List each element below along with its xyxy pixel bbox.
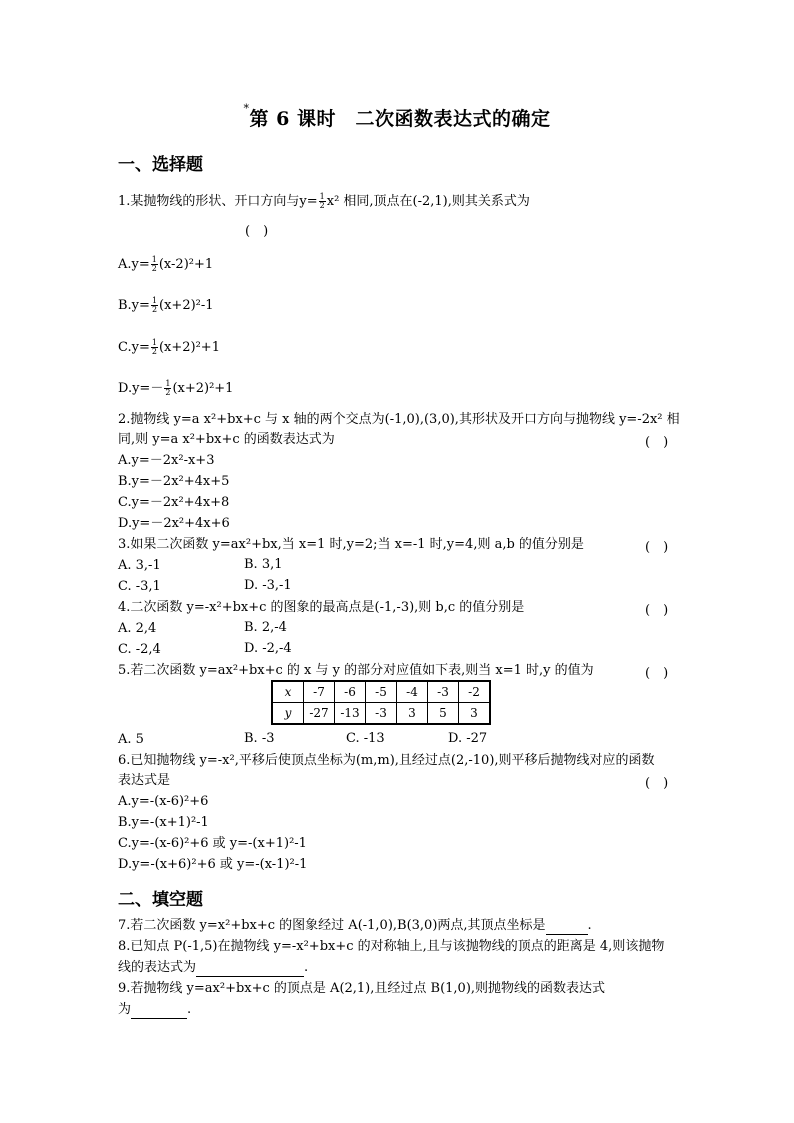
option-c: C. -13 — [346, 731, 385, 746]
option-b: B. -3 — [244, 731, 275, 746]
question-6-line1: 6.已知抛物线 y=-x²,平移后使顶点坐标为(m,m),且经过点(2,-10),则平移后抛物线对应的函数 — [118, 753, 655, 768]
option-d: D.y=－ $\frac{1}{2}$ (x+2)²+1 — [118, 379, 234, 397]
question-3: 3.如果二次函数 y=ax²+bx,当 x=1 时,y=2;当 x=-1 时,y=4,则 a,b 的值分别是 — [118, 537, 584, 552]
table-row: y -27 -13 -3 3 5 3 — [272, 703, 490, 725]
option-c: C.y= $\frac{1}{2}$ (x+2)²+1 — [118, 338, 220, 356]
option-d: D.y=－2x²+4x+6 — [118, 516, 230, 531]
question-1: 1.某抛物线的形状、开口方向与y= $\frac{1}{2}$ x² 相同,顶点在(-2,1),则其关系式为 — [118, 192, 530, 210]
option-b: B.y= $\frac{1}{2}$ (x+2)²-1 — [118, 296, 214, 314]
answer-paren: ( ) — [645, 666, 669, 681]
option-a: A. 5 — [118, 732, 144, 747]
answer-blank[interactable] — [546, 920, 588, 935]
option-c: C. -2,4 — [118, 642, 161, 657]
option-b: B. 2,-4 — [244, 620, 287, 635]
question-9-line1: 9.若抛物线 y=ax²+bx+c 的顶点是 A(2,1),且经过点 B(1,0),则抛物线的函数表达式 — [118, 981, 606, 996]
question-2-line2: 同,则 y=a x²+bx+c 的函数表达式为 — [118, 432, 335, 447]
page-title: *第 6 课时 二次函数表达式的确定 — [243, 102, 551, 130]
question-9-line2: 为 . — [118, 1002, 192, 1017]
option-d: D. -2,-4 — [244, 641, 292, 656]
option-b: B. 3,1 — [244, 557, 283, 572]
answer-paren: ( ) — [645, 603, 669, 618]
option-c: C.y=-(x-6)²+6 或 y=-(x+1)²-1 — [118, 836, 307, 851]
question-5: 5.若二次函数 y=ax²+bx+c 的 x 与 y 的部分对应值如下表,则当 x=1 时,y 的值为 — [118, 663, 594, 678]
option-d: D.y=-(x+6)²+6 或 y=-(x-1)²-1 — [118, 857, 308, 872]
question-7: 7.若二次函数 y=x²+bx+c 的图象经过 A(-1,0),B(3,0)两点,其顶点坐标是 . — [118, 918, 592, 933]
answer-paren: ( ) — [245, 224, 269, 239]
question-4: 4.二次函数 y=-x²+bx+c 的图象的最高点是(-1,-3),则 b,c 的值分别是 — [118, 600, 525, 615]
option-a: A.y=－2x²-x+3 — [118, 453, 215, 468]
question-8-line1: 8.已知点 P(-1,5)在抛物线 y=-x²+bx+c 的对称轴上,且与该抛物线的顶点的距离是 4,则该抛物 — [118, 939, 665, 954]
option-b: B.y=-(x+1)²-1 — [118, 815, 209, 830]
question-8-line2: 线的表达式为 . — [118, 960, 309, 975]
section-heading-fill: 二、填空题 — [118, 890, 203, 910]
value-table — [271, 680, 491, 725]
fraction: $\frac{1}{2}$ — [319, 192, 325, 210]
answer-paren: ( ) — [645, 435, 669, 450]
answer-blank[interactable] — [196, 962, 304, 977]
section-heading-choice: 一、选择题 — [118, 155, 203, 175]
option-c: C.y=－2x²+4x+8 — [118, 495, 230, 510]
option-a: A.y= $\frac{1}{2}$ (x-2)²+1 — [118, 255, 214, 273]
option-c: C. -3,1 — [118, 579, 161, 594]
option-b: B.y=－2x²+4x+5 — [118, 474, 230, 489]
answer-blank[interactable] — [131, 1004, 187, 1019]
option-a: A.y=-(x-6)²+6 — [118, 794, 209, 809]
question-6-line2: 表达式是 — [118, 773, 171, 788]
question-2-line1: 2.抛物线 y=a x²+bx+c 与 x 轴的两个交点为(-1,0),(3,0),其形状及开口方向与抛物线 y=-2x² 相 — [118, 412, 680, 427]
option-d: D. -27 — [448, 731, 488, 746]
table-row: x -7 -6 -5 -4 -3 -2 — [272, 681, 490, 703]
option-a: A. 3,-1 — [118, 558, 161, 573]
option-a: A. 2,4 — [118, 621, 157, 636]
answer-paren: ( ) — [645, 776, 669, 791]
answer-paren: ( ) — [645, 540, 669, 555]
option-d: D. -3,-1 — [244, 578, 292, 593]
